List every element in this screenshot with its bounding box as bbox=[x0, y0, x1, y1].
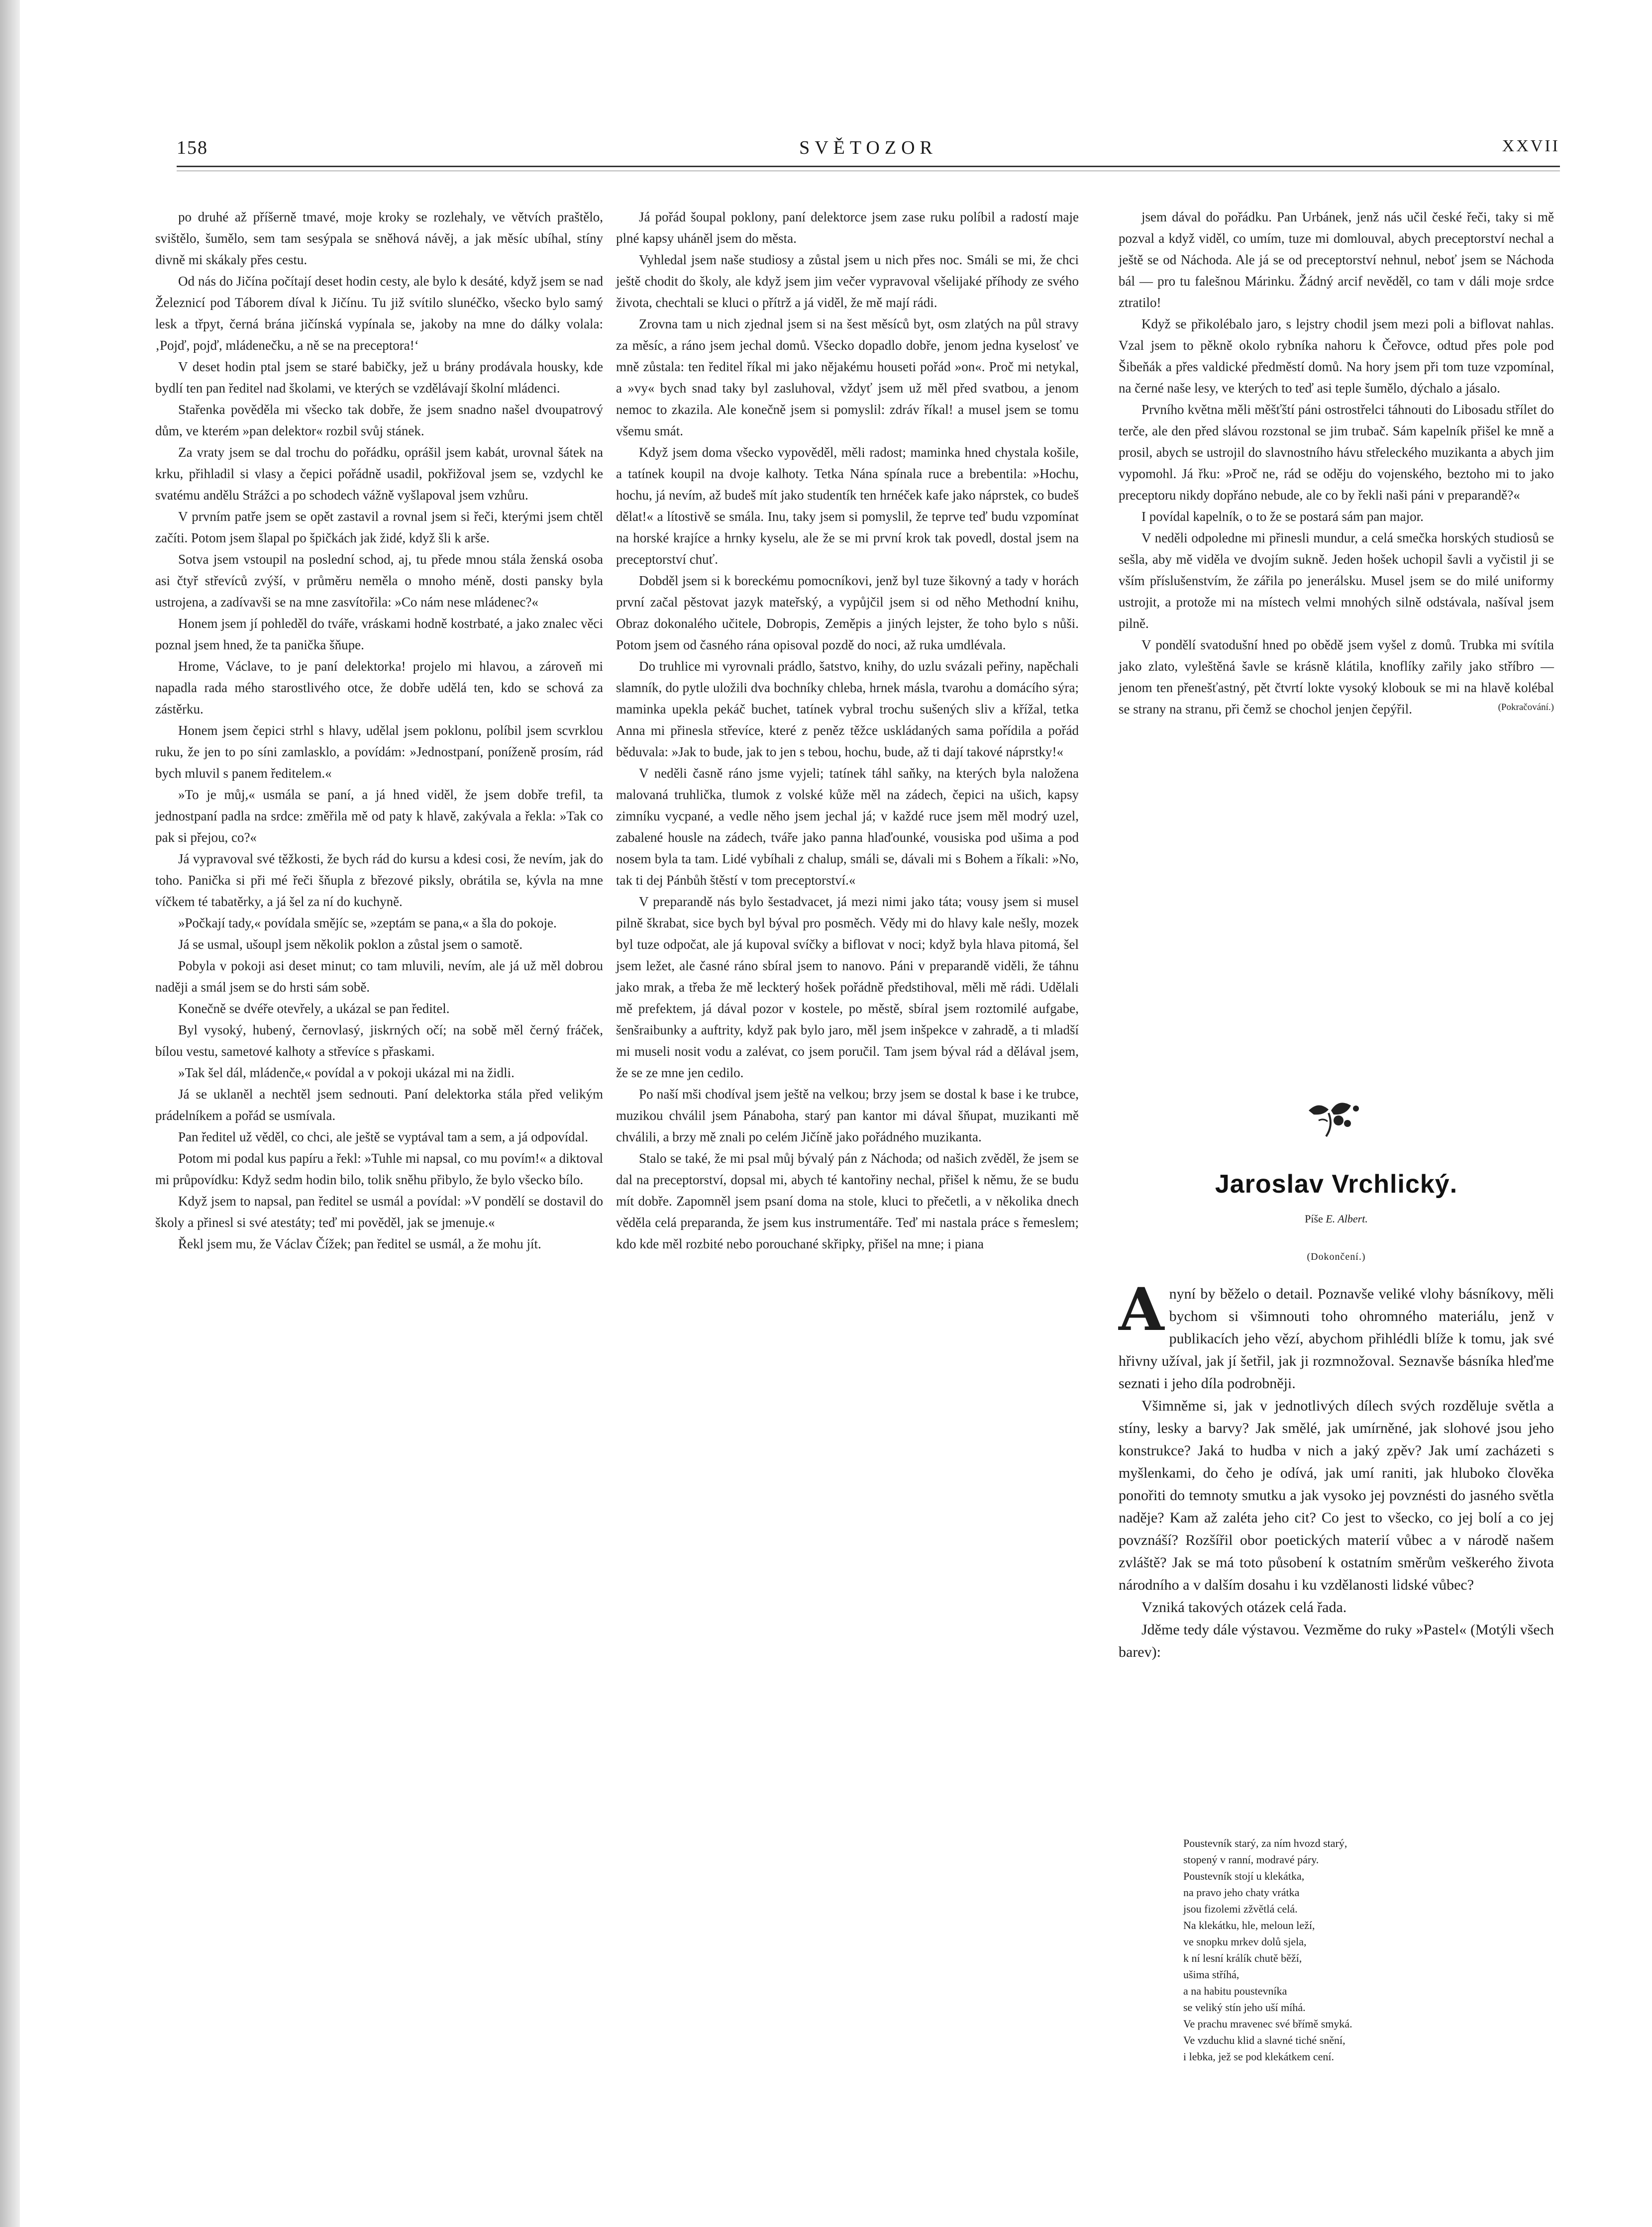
paragraph: »To je můj,« usmála se paní, a já hned viděl, že jsem dobře trefil, ta jednostpaní padla na srdce: změřila mě od paty k hlavě, zakývala a řekla: »Tak co pak si přejou, co?« bbox=[155, 787, 603, 845]
paragraph: Když se přikolébalo jaro, s lejstry chodil jsem mezi poli a biflovat nahlas. Vzal jsem to pěkně okolo rybníka nahoru k Čeřovce, odtud přes pole pod Šibeňák a přes valdické předměstí domů. Na hory jsem při tom tuze vzpomínal, na černé naše lesy, ve kterých to teď asi teple šumělo, dýchalo a jásalo. bbox=[1119, 316, 1554, 396]
paragraph: Prvního května měli měšťští páni ostrostřelci táhnouti do Libosadu střílet do terče, ale den před slávou rozstonal se jim trubač. Sám kapelník přišel ke mně a prosil, abych se ustrojil do slavnostního hávu střeleckého muzikanta a abych jim vypomohl. Já řku: »Proč ne, rád se oděju do vojenského, beztoho mi to jako preceptoru nikdy dopřáno nebude, ale co by řekli naši páni v preparandě?« bbox=[1119, 402, 1554, 503]
paragraph: Řekl jsem mu, že Václav Čížek; pan ředitel se usmál, a že mohu jít. bbox=[178, 1236, 541, 1251]
article-body bbox=[1119, 1275, 1554, 1663]
poem-line: se veliký stín jeho uší míhá. bbox=[1183, 2001, 1306, 2014]
paragraph: Pan ředitel už věděl, co chci, ale ještě se vyptával tam a sem, a já odpovídal. bbox=[178, 1129, 588, 1144]
continued-note: (Pokračování.) bbox=[1498, 702, 1554, 712]
text-column-3 bbox=[1119, 206, 1554, 715]
paragraph: Pobyla v pokoji asi deset minut; co tam mluvili, nevím, ale já už měl dobrou naději a smál jsem se do hrsti sám sobě. bbox=[155, 958, 603, 995]
paragraph: Zrovna tam u nich zjednal jsem si na šest měsíců byt, osm zlatých na půl stravy za měsíc, a ráno jsem jechal domů. Všecko dopadlo dobře, jenom jedna kyselosť ve mně zůstala: ten ředitel říkal mi jako nějakému houseti pořád »on«. Proč mi netykal, a »vy« bych snad taky byl zasluhoval, vždyť jsem už měl před svatbou, a jenom nemoc to zkazila. Ale konečně jsem si pomyslil: zdráv říkal! a musel jsem se tomu všemu smát. bbox=[616, 316, 1079, 438]
article-author: E. Albert. bbox=[1326, 1213, 1368, 1225]
conclusion-note: (Dokončení.) bbox=[1307, 1251, 1366, 1262]
poem-line: stopený v ranní, modravé páry. bbox=[1183, 1853, 1319, 1866]
text-column-2 bbox=[616, 206, 1079, 1255]
paragraph: jsem dával do pořádku. Pan Urbánek, jenž nás učil české řeči, taky si mě pozval a když viděl, co umím, tuze mi domlouval, abych preceptorství nechal a ještě se od Náchoda. Ale já se od preceptorství nehnul, neboť jsem se Náchoda bál — pro tu falešnou Márinku. Žádný arcif nevěděl, co tam v dáli moje srdce ztratilo! bbox=[1119, 209, 1554, 310]
paragraph: Hrome, Václave, to je paní delektorka! projelo mi hlavou, a zároveň mi napadla rada mého starostlivého otce, že dobře udělá ten, kdo se schová za zástěrku. bbox=[155, 659, 603, 716]
paragraph: V prvním patře jsem se opět zastavil a rovnal jsem si řeči, kterými jsem chtěl začíti. Potom jsem šlapal po špičkách jak židé, když šli k arše. bbox=[155, 509, 603, 545]
poem-line: jsou fizolemi zžvětlá celá. bbox=[1183, 1903, 1298, 1915]
paragraph: Honem jsem jí pohleděl do tváře, vráskami hodně kostrbaté, a jako znalec věci poznal jsem hned, že ta panička šňupe. bbox=[155, 616, 603, 652]
volume-number: XXVII bbox=[1502, 137, 1560, 155]
text-column-1 bbox=[155, 206, 603, 1255]
paragraph: Já se uklaněl a nechtěl jsem sednouti. Paní delektorka stála před velikým prádelníkem a pořád se usmívala. bbox=[155, 1087, 603, 1123]
poem-excerpt bbox=[1183, 1835, 1532, 2065]
paragraph: Do truhlice mi vyrovnali prádlo, šatstvo, knihy, do uzlu svázali peřiny, napěchali slamník, do pytle uložili dva bochníky chleba, hrnek másla, tvarohu a domácího sýra; maminka upekla pekáč buchet, tatínek vybral trochu sušených sliv a křížal, tetka Anna mi přinesla střevíce, které z peněz těžce uskládaných sama pořídila a pořád běduvala: »Jak to bude, jak to jen s tebou, hochu, bude, až ti dají takové náprstky!« bbox=[616, 659, 1079, 759]
paragraph: I povídal kapelník, o to že se postará sám pan major. bbox=[1141, 509, 1424, 524]
page-edge-shadow bbox=[0, 0, 20, 2227]
article-paragraph: Jděme tedy dále výstavou. Vezměme do ruky »Pastel« (Motýli všech barev): bbox=[1119, 1621, 1554, 1660]
paragraph: Potom mi podal kus papíru a řekl: »Tuhle mi napsal, co mu povím!« a diktoval mi průpovídku: Když sedm hodin bilo, tolik sněhu přibylo, že bylo všecko bílo. bbox=[155, 1151, 603, 1187]
article-paragraphs bbox=[1119, 1395, 1554, 1663]
poem-line: Poustevník stojí u klekátka, bbox=[1183, 1870, 1305, 1882]
paragraph: Po naší mši chodíval jsem ještě na velkou; brzy jsem se dostal k base i ke trubce, muzikou chválil jsem Pánaboha, starý pan kantor mi dával šňupat, muzikanti mě chválili, a brzy mě znali po celém Jičíně jako pořádného muzikanta. bbox=[616, 1087, 1079, 1144]
article-byline bbox=[1119, 1213, 1554, 1225]
poem-line: Na klekátku, hle, meloun leží, bbox=[1183, 1919, 1315, 1931]
running-header bbox=[177, 132, 1560, 162]
paragraph: Já vypravoval své těžkosti, že bych rád do kursu a kdesi cosi, že nevím, jak do toho. Panička si při mé řeči šňupla z březové piksly, obrátila se, kývla na mne víčkem té tabatěrky, a já šel za ní do kuchyně. bbox=[155, 851, 603, 909]
poem-line: ušima stříhá, bbox=[1183, 1968, 1239, 1981]
paragraph: Od nás do Jičína počítají deset hodin cesty, ale bylo k desáté, když jsem se nad Železnicí pod Táborem díval k Jičínu. Tu již svítilo slunéčko, všecko bylo samý lesk a třpyt, černá brána jičínská vypínala se, jakoby na mne do dálky volala: ‚Pojď, pojď, mládenečku, a ně se na preceptora!‘ bbox=[155, 274, 603, 353]
paragraph: V preparandě nás bylo šestadvacet, já mezi nimi jako táta; vousy jsem si musel pilně škrabat, sice bych byl býval pro posměch. Vědy mi do hlavy kale nešly, mozek byl tuze odpočat, ale já kupoval svíčky a biflovat v noci; když byla hlava pitomá, šel jsem ležet, ale časné ráno sbíral jsem to nanovo. Páni v preparandě viděli, že táhnu jako mrak, a třeba že mě leckterý hošek pořádně předstihoval, měli mě rádi. Udělali mě prefektem, já dával pozor v kostele, po městě, sbíral jsem roztomilé aufgabe, šenšraibunky a auftrity, když pak bylo jaro, měl jsem inšpekce v zahradě, a ti mladší mi museli nosit vodu a zalévat, co jsem poručil. Tam jsem býval rád a dělával jsem, že se ze mne jen cedilo. bbox=[616, 894, 1079, 1080]
paragraph: Já se usmal, ušoupl jsem několik poklon a zůstal jsem o samotě. bbox=[178, 937, 523, 952]
poem-line: i lebka, jež se pod klekátkem cení. bbox=[1183, 2050, 1334, 2063]
paragraph: Dobděl jsem si k boreckému pomocníkovi, jenž byl tuze šikovný a tady v horách první začal pěstovat jazyk mateřský, a vypůjčil jsem si od něho Methodní knihu, Obraz dokonalého učitele, Dobropis, Zeměpis a jiných lejster, že toho bylo s nůši. Potom jsem od časného rána opisoval pozdě do noci, až ruka umdlévala. bbox=[616, 573, 1079, 652]
paragraph: V deset hodin ptal jsem se staré babičky, jež u brány prodávala housky, kde bydlí ten pan ředitel nad školami, ve kterých se vzdělávají školní mládenci. bbox=[155, 359, 603, 396]
poem-line: Ve prachu mravenec své břímě smyká. bbox=[1183, 2018, 1352, 2030]
paragraph: Sotva jsem vstoupil na poslední schod, aj, tu přede mnou stála ženská osoba asi čtyř střevíců zvýší, v průměru neměla o mnoho méně, dosti pansky byla ustrojena, a zadívavši se na mne zasvítořila: »Co nám nese mládenec?« bbox=[155, 552, 603, 609]
paragraph: V pondělí svatodušní hned po obědě jsem vyšel z domů. Trubka mi svítila jako zlato, vyleštěná šavle se krásně klátila, knoflíky zařily jako stříbro — jenom ten přenešťastný, pět čtvrtí lokte vysoký klobouk se mi na hlavě kolébal se strany na stranu, při čemž se chochol jenjen čepýřil. bbox=[1119, 637, 1554, 716]
floral-ornament-icon bbox=[1304, 1091, 1363, 1140]
header-rule bbox=[177, 166, 1560, 167]
paragraph: V neděli odpoledne mi přinesli mundur, a celá smečka horských studiosů se sešla, aby mě viděla ve dvojím sukně. Jeden hošek uchopil šavli a vyčistil ji se vším příslušenstvím, že zářila po jenerálsku. Musel jsem se do milé uniformy ustrojit, a protože mi na místech velmi mnohých silně odstávala, našíval jsem pilně. bbox=[1119, 530, 1554, 631]
paragraph: Když jsem to napsal, pan ředitel se usmál a povídal: »V pondělí se dostavil do školy a přinesl si své atestáty; teď mi pověděl, jak se jmenuje.« bbox=[155, 1194, 603, 1230]
paragraph: Za vraty jsem se dal trochu do pořádku, oprášil jsem kabát, urovnal šátek na krku, přihladil si vlasy a čepici pořádně usadil, pokřižoval jsem se, vzdychl ke svatému andělu Strážci a po schodech vážně vyšlapoval jsem vzhůru. bbox=[155, 445, 603, 503]
paragraph: V neděli časně ráno jsme vyjeli; tatínek táhl saňky, na kterých byla naložena malovaná truhlička, tlumok z volské kůže měl na zádech, čepici na ušich, kapsy zimníku vycpané, a vedle něho jsem jechal já; v každé ruce jsem měl modrý uzel, zabalené housle na zádech, tváře jako panna hlaďounké, vousiska pod ušima a pod nosem byla ta tam. Lidé vybíhali z chalup, smáli se, dávali mi s Bohem a říkali: »No, tak ti dej Pánbůh štěstí v tom preceptorství.« bbox=[616, 766, 1079, 888]
paragraph: Já pořád šoupal poklony, paní delektorce jsem zase ruku políbil a radostí maje plné kapsy uháněl jsem do města. bbox=[616, 209, 1079, 246]
page-number: 158 bbox=[177, 137, 208, 158]
paragraph: Stalo se také, že mi psal můj bývalý pán z Náchoda; od našich zvěděl, že jsem se dal na preceptorství, dopsal mi, abych té kantořiny nechal, přišel k němu, že se budu mít dobře. Zapomněl jsem psaní doma na stole, kluci to přečetli, a v několika dnech věděla celá preparanda, že jsem kus instrumentáře. Teď mi nastala práce s řemeslem; kdo kde měl rozbité nebo porouchané skřipky, přišel na mne; i piana bbox=[616, 1151, 1079, 1251]
poem-line: Poustevník starý, za ním hvozd starý, bbox=[1183, 1837, 1347, 1849]
paragraph: »Počkají tady,« povídala smějíc se, »zeptám se pana,« a šla do pokoje. bbox=[178, 915, 557, 930]
article-paragraph: Vzniká takových otázek celá řada. bbox=[1141, 1599, 1347, 1616]
column-3-paragraphs bbox=[1119, 206, 1554, 720]
poem-line: ve snopku mrkev dolů sjela, bbox=[1183, 1935, 1307, 1948]
poem-line: Ve vzduchu klid a slavné tiché snění, bbox=[1183, 2034, 1345, 2046]
poem-line: na pravo jeho chaty vrátka bbox=[1183, 1886, 1300, 1899]
paragraph: Stařenka pověděla mi všecko tak dobře, že jsem snadno našel dvoupatrový dům, ve kterém »pan delektor« rozbil svůj stánek. bbox=[155, 402, 603, 438]
journal-title: SVĚTOZOR bbox=[799, 137, 937, 158]
paragraph: Honem jsem čepici strhl s hlavy, udělal jsem poklonu, políbil jsem scvrklou ruku, že jen to po síni zamlasklo, a povídám: »Jednostpaní, poníženě prosím, rád bych mluvil s panem ředitelem.« bbox=[155, 723, 603, 781]
drop-cap: A bbox=[1119, 1275, 1164, 1344]
paragraph: Vyhledal jsem naše studiosy a zůstal jsem u nich přes noc. Smáli se mi, že chci ještě chodit do školy, ale když jsem jim večer vypravoval všelijaké příhody ze svého života, chechtali se kluci o přítrž a já viděl, že mě mají rádi. bbox=[616, 252, 1079, 310]
paragraph: po druhé až příšerně tmavé, moje kroky se rozlehaly, ve větvích praštělo, svištělo, šumělo, sem tam sesýpala se sněhová návěj, a jak měsíc ubíhal, stíny divně mi skákaly přes cestu. bbox=[155, 209, 603, 267]
article-paragraph: Všimněme si, jak v jednotlivých dílech svých rozděluje světla a stíny, lesky a barvy? Jak smělé, jak umírněné, jak slohové jsou jeho konstrukce? Jaká to hudba v nich a jaký zpěv? Jak umí zacházeti s myšlenkami, do čeho je odívá, jak umí raniti, jak hluboko člověka ponořiti do temnoty smutku a jak vysoko jej povznésti do jasného světla naděje? Kam až zaléta jeho cit? Co jest to všecko, co jej bolí a co jej povznáší? Rozšířil obor poetických materií vůbec a v národě našem zvláště? Jak se má toto působení k ostatním směrům veškerého života národního a v dalším dosahu i ku vzdělanosti lidské vůbec? bbox=[1119, 1398, 1554, 1593]
paragraph: Když jsem doma všecko vypověděl, měli radost; maminka hned chystala košile, a tatínek koupil na dvoje kalhoty. Tetka Nána spínala ruce a brebentila: »Hochu, hochu, já nevím, až budeš mít jako studentík ten hrnéček kafe jako náprstek, co budeš dělat!« a lítostivě se smála. Inu, taky jsem si pomyslil, že teprve teď budu vzpomínat na horské krajíce a hrnky kyselu, ale že se mi první krok tak povedl, dostal jsem na preceptorství chuť. bbox=[616, 445, 1079, 567]
byline-prefix: Píše bbox=[1305, 1213, 1323, 1225]
poem-line: a na habitu poustevníka bbox=[1183, 1985, 1287, 1997]
first-paragraph-text: nyní by běželo o detail. Poznavše veliké vlohy básníkovy, měli bychom si všimnouti toho ohromného materiálu, jenž v publikacích jeho vězí, abychom přihlédli blíže k tomu, jak své hřivny užíval, jak jí šetřil, jak ji rozmnožoval. Seznavše básníka hleďme seznati i jeho díla podrobněji. bbox=[1119, 1286, 1554, 1392]
article-first-paragraph bbox=[1119, 1275, 1554, 1395]
paragraph: Konečně se dvéře otevřely, a ukázal se pan ředitel. bbox=[178, 1001, 450, 1016]
paragraph: »Tak šel dál, mládenče,« povídal a v pokoji ukázal mi na židli. bbox=[178, 1065, 515, 1080]
paragraph: Byl vysoký, hubený, černovlasý, jiskrných očí; na sobě měl černý fráček, bílou vestu, sametové kalhoty a střevíce s přaskami. bbox=[155, 1022, 603, 1059]
poem-line: k ní lesní králík chutě běží, bbox=[1183, 1952, 1302, 1964]
article-title: Jaroslav Vrchlický. bbox=[1215, 1170, 1458, 1199]
